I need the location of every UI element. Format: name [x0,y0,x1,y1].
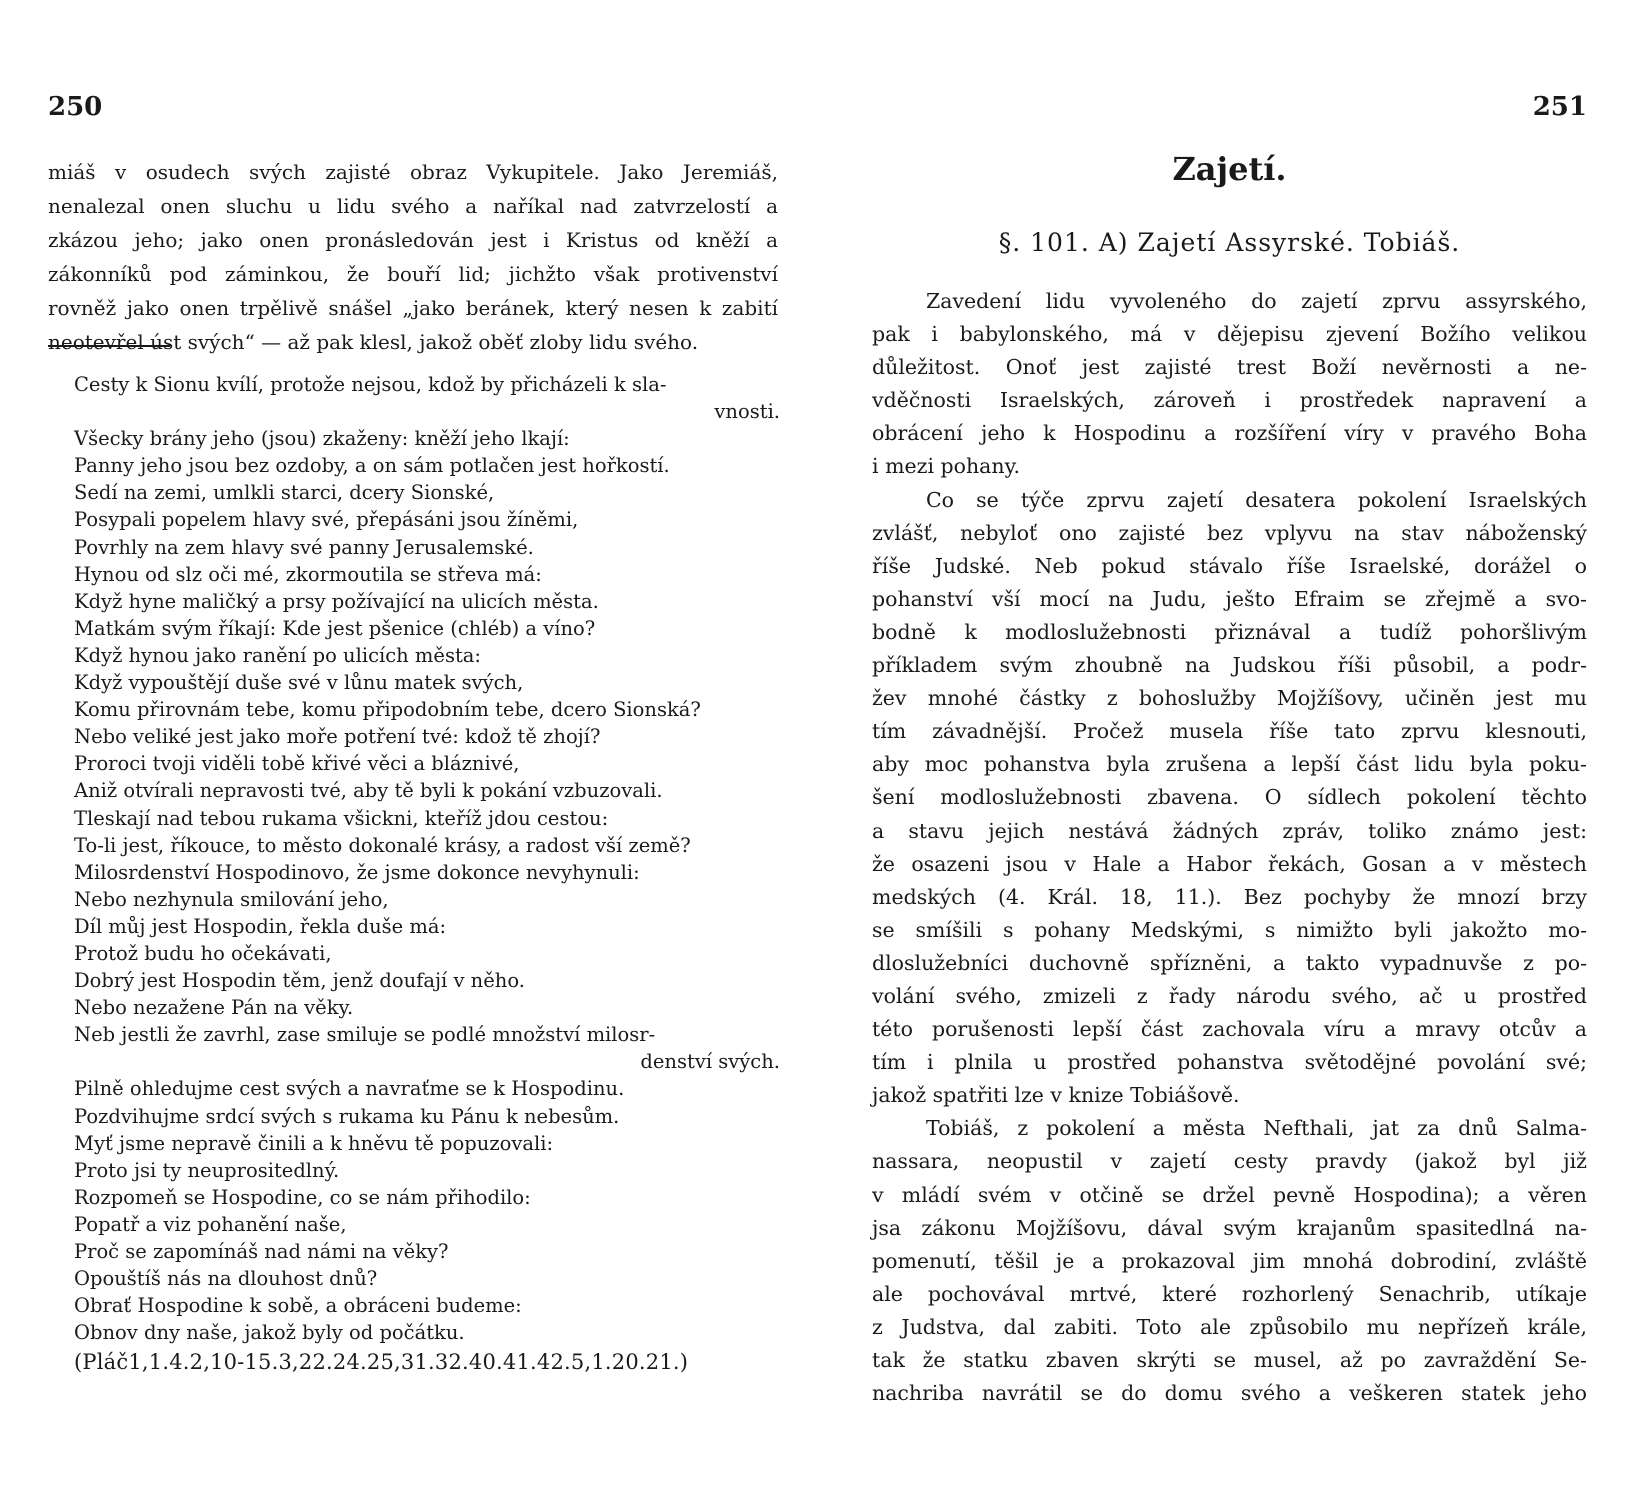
lamentations-quote [74,371,786,1376]
text-line: neotevřel úst svých“ — až pak klesl, jakož oběť zloby lidu svého. [48,330,699,354]
poem-line: Milosrdenství Hospodinovo, že jsme dokonce nevyhynuli: [74,860,640,884]
poem-line: Cesty k Sionu kvílí, protože nejsou, kdož by přicházeli k sla- [74,373,667,396]
text-line: žev mnohé částky z bohoslužby Mojžíšovy, učiněn jest mu [872,686,1587,711]
text-line: volání svého, zmizeli z řady národu svého, ač u prostřed [872,983,1587,1008]
poem-line: Povrhly na zem hlavy své panny Jerusalemské. [74,535,534,559]
poem-line: Komu přirovnám tebe, komu připodobním tebe, dcero Sionská? [74,698,701,722]
poem-line: Když vypouštějí duše své v lůnu matek svých, [74,671,524,695]
text-line: Tobiáš, z pokolení a města Nefthali, jat za dnů Salma- [926,1116,1587,1141]
text-line: nachriba navrátil se do domu svého a veškeren statek jeho [872,1381,1587,1406]
page-number-right: 251 [1532,92,1587,122]
poem-line: Posypali popelem hlavy své, přepásáni jsou žíněmi, [74,508,579,532]
poem-line: Dobrý jest Hospodin těm, jenž doufají v něho. [74,969,525,993]
poem-line: Neb jestli že zavrhl, zase smiluje se podlé množství milosr- [74,1023,656,1047]
poem-line: Díl můj jest Hospodin, řekla duše má: [74,914,447,938]
poem-line: Proroci tvoji viděli tobě křivé věci a bláznivé, [74,752,520,776]
text-line: jsa zákonu Mojžíšovu, dával svým krajanům spasitedlná na- [872,1215,1587,1240]
section-divider [48,345,170,347]
poem-line: Sedí na zemi, umlkli starci, dcery Sionské, [74,481,495,505]
poem-line: Matkám svým říkají: Kde jest pšenice (chléb) a víno? [74,616,596,640]
poem-line: Nebo veliké jest jako moře potření tvé: kdož tě zhojí? [74,725,601,749]
right-page [872,0,1587,1500]
text-line: obrácení jeho k Hospodinu a rozšíření víry v pravého Boha [872,421,1587,446]
text-line: pak i babylonského, má v dějepisu zjevení Božího velikou [872,322,1587,347]
text-line: jakož spatřiti lze v knize Tobiášově. [872,1083,1240,1108]
text-line: pohanství vší mocí na Judu, ješto Efraim se zřejmě a svo- [872,586,1587,611]
text-line: Co se týče zprvu zajetí desatera pokolení Israelských [926,487,1587,512]
text-line: rovněž jako onen trpělivě snášel „jako beránek, který nesen k zabití [48,296,778,320]
poem-line: Všecky brány jeho (jsou) zkaženy: kněží jeho lkají: [74,427,570,451]
poem-line: Proč se zapomínáš nad námi na věky? [74,1240,449,1263]
text-line: i mezi pohany. [872,454,1020,479]
poem-line: Panny jeho jsou bez ozdoby, a on sám potlačen jest hořkostí. [74,454,670,478]
text-line: vděčnosti Israelských, zároveň i prostředek napravení a [872,388,1587,413]
text-line: nassara, neopustil v zajetí cesty pravdy (jakož byl již [872,1149,1587,1174]
poem-line: vnosti. [714,400,780,424]
chapter-title: Zajetí. [1172,150,1287,188]
text-line: aby moc pohanstva byla zrušena a lepší část lidu byla poku- [872,752,1587,777]
poem-line: Protož budu ho očekávati, [74,941,332,965]
poem-line: Proto jsi ty neuprositedlný. [74,1158,340,1182]
text-line: šení modloslužebnosti zbavena. O sídlech pokolení těchto [872,785,1587,810]
poem-line: Opouštíš nás na dlouhost dnů? [74,1267,378,1291]
poem-line: Když hynou jako ranění po ulicích města: [74,643,481,667]
page-number-left: 250 [48,92,103,122]
left-page [48,0,778,1500]
text-line: se smíšili s pohany Medskými, s nimižto byli jakožto mo- [872,917,1587,942]
text-line: v mládí svém v otčině se držel pevně Hospodina); a věren [872,1182,1587,1207]
text-line: bodně k modloslužebnosti přiznával a tudíž pohoršlivým [872,619,1587,644]
text-line: zákonníků pod záminkou, že bouří lid; jichžto však protivenství [48,262,778,286]
text-line: příkladem svým zhoubně na Judskou říši působil, a podr- [872,653,1587,678]
text-line: tak že statku zbaven skrýti se musel, až po zavraždění Se- [872,1348,1587,1372]
poem-line: Nebo nezažene Pán na věky. [74,996,354,1020]
poem-line: Pilně ohledujme cest svých a navraťme se k Hospodinu. [74,1077,625,1101]
right-body-text [872,285,1587,1410]
text-line: miáš v osudech svých zajisté obraz Vykupitele. Jako Jeremiáš, [48,160,778,184]
text-line: z Judstva, dal zabiti. Toto ale způsobilo mu nepřízeň krále, [872,1314,1587,1339]
left-prose [48,155,778,359]
poem-line: Popatř a viz pohanění naše, [74,1212,347,1236]
text-line: říše Judské. Neb pokud stávalo říše Israelské, dorážel o [872,553,1587,578]
section-title: §. 101. A) Zajetí Assyrské. Tobiáš. [998,228,1461,257]
text-line: Zavedení lidu vyvoleného do zajetí zprvu assyrského, [926,289,1587,313]
poem-line: Tleskají nad tebou rukama všickni, kteříž jdou cestou: [74,806,609,830]
text-line: nenalezal onen sluchu u lidu svého a naříkal nad zatvrzelostí a [48,194,778,218]
poem-line: Obnov dny naše, jakož byly od počátku. [74,1321,465,1345]
poem-line: Rozpomeň se Hospodine, co se nám přihodilo: [74,1185,531,1209]
text-line: zvlášť, nebyloť ono zajisté bez vplyvu na stav náboženský [872,520,1587,545]
text-line: důležitost. Onoť jest zajisté trest Boží nevěrnosti a ne- [872,355,1587,380]
poem-line: Myť jsme nepravě činili a k hněvu tě popuzovali: [74,1131,554,1155]
text-line: dloslužebníci duchovně spřízněni, a takto vypadnuvše z po- [872,950,1587,975]
text-line: pomenutí, těšil je a prokazoval jim mnohá dobrodiní, zvláště [872,1248,1587,1273]
poem-line: denství svých. [640,1050,780,1074]
text-line: zkázou jeho; jako onen pronásledován jest i Kristus od kněží a [48,228,778,252]
text-line: tím i plnila u prostřed pohanstva světodějné povolání své; [872,1050,1587,1075]
text-line: že osazeni jsou v Hale a Habor řekách, Gosan a v městech [872,851,1587,876]
text-line: medských (4. Král. 18, 11.). Bez pochyby že mnozí brzy [872,884,1587,909]
poem-line: Pozdvihujme srdcí svých s rukama ku Pánu k nebesům. [74,1104,620,1128]
text-line: tím závadnější. Pročež musela říše tato zprvu klesnouti, [872,719,1587,744]
text-line: této porušenosti lepší část zachovala víru a mravy otcův a [872,1017,1587,1042]
poem-line: Aniž otvírali nepravosti tvé, aby tě byli k pokání vzbuzovali. [74,779,663,803]
poem-line: Nebo nezhynula smilování jeho, [74,887,389,911]
poem-line: Obrať Hospodine k sobě, a obráceni budeme: [74,1294,522,1318]
text-line: ale pochovával mrtvé, které rozhorlený Senachrib, utíkaje [872,1281,1587,1306]
poem-line: Když hyne maličký a prsy požívající na ulicích města. [74,589,599,613]
poem-line: To-li jest, říkouce, to město dokonalé krásy, a radost vší země? [74,833,691,857]
poem-line: Hynou od slz oči mé, zkormoutila se střeva má: [74,562,542,586]
scripture-reference: (Pláč1,1.4.2,10-15.3,22.24.25,31.32.40.41.42.5,1.20.21.) [74,1350,689,1375]
text-line: a stavu jejich nestává žádných zpráv, toliko známo jest: [872,818,1587,843]
